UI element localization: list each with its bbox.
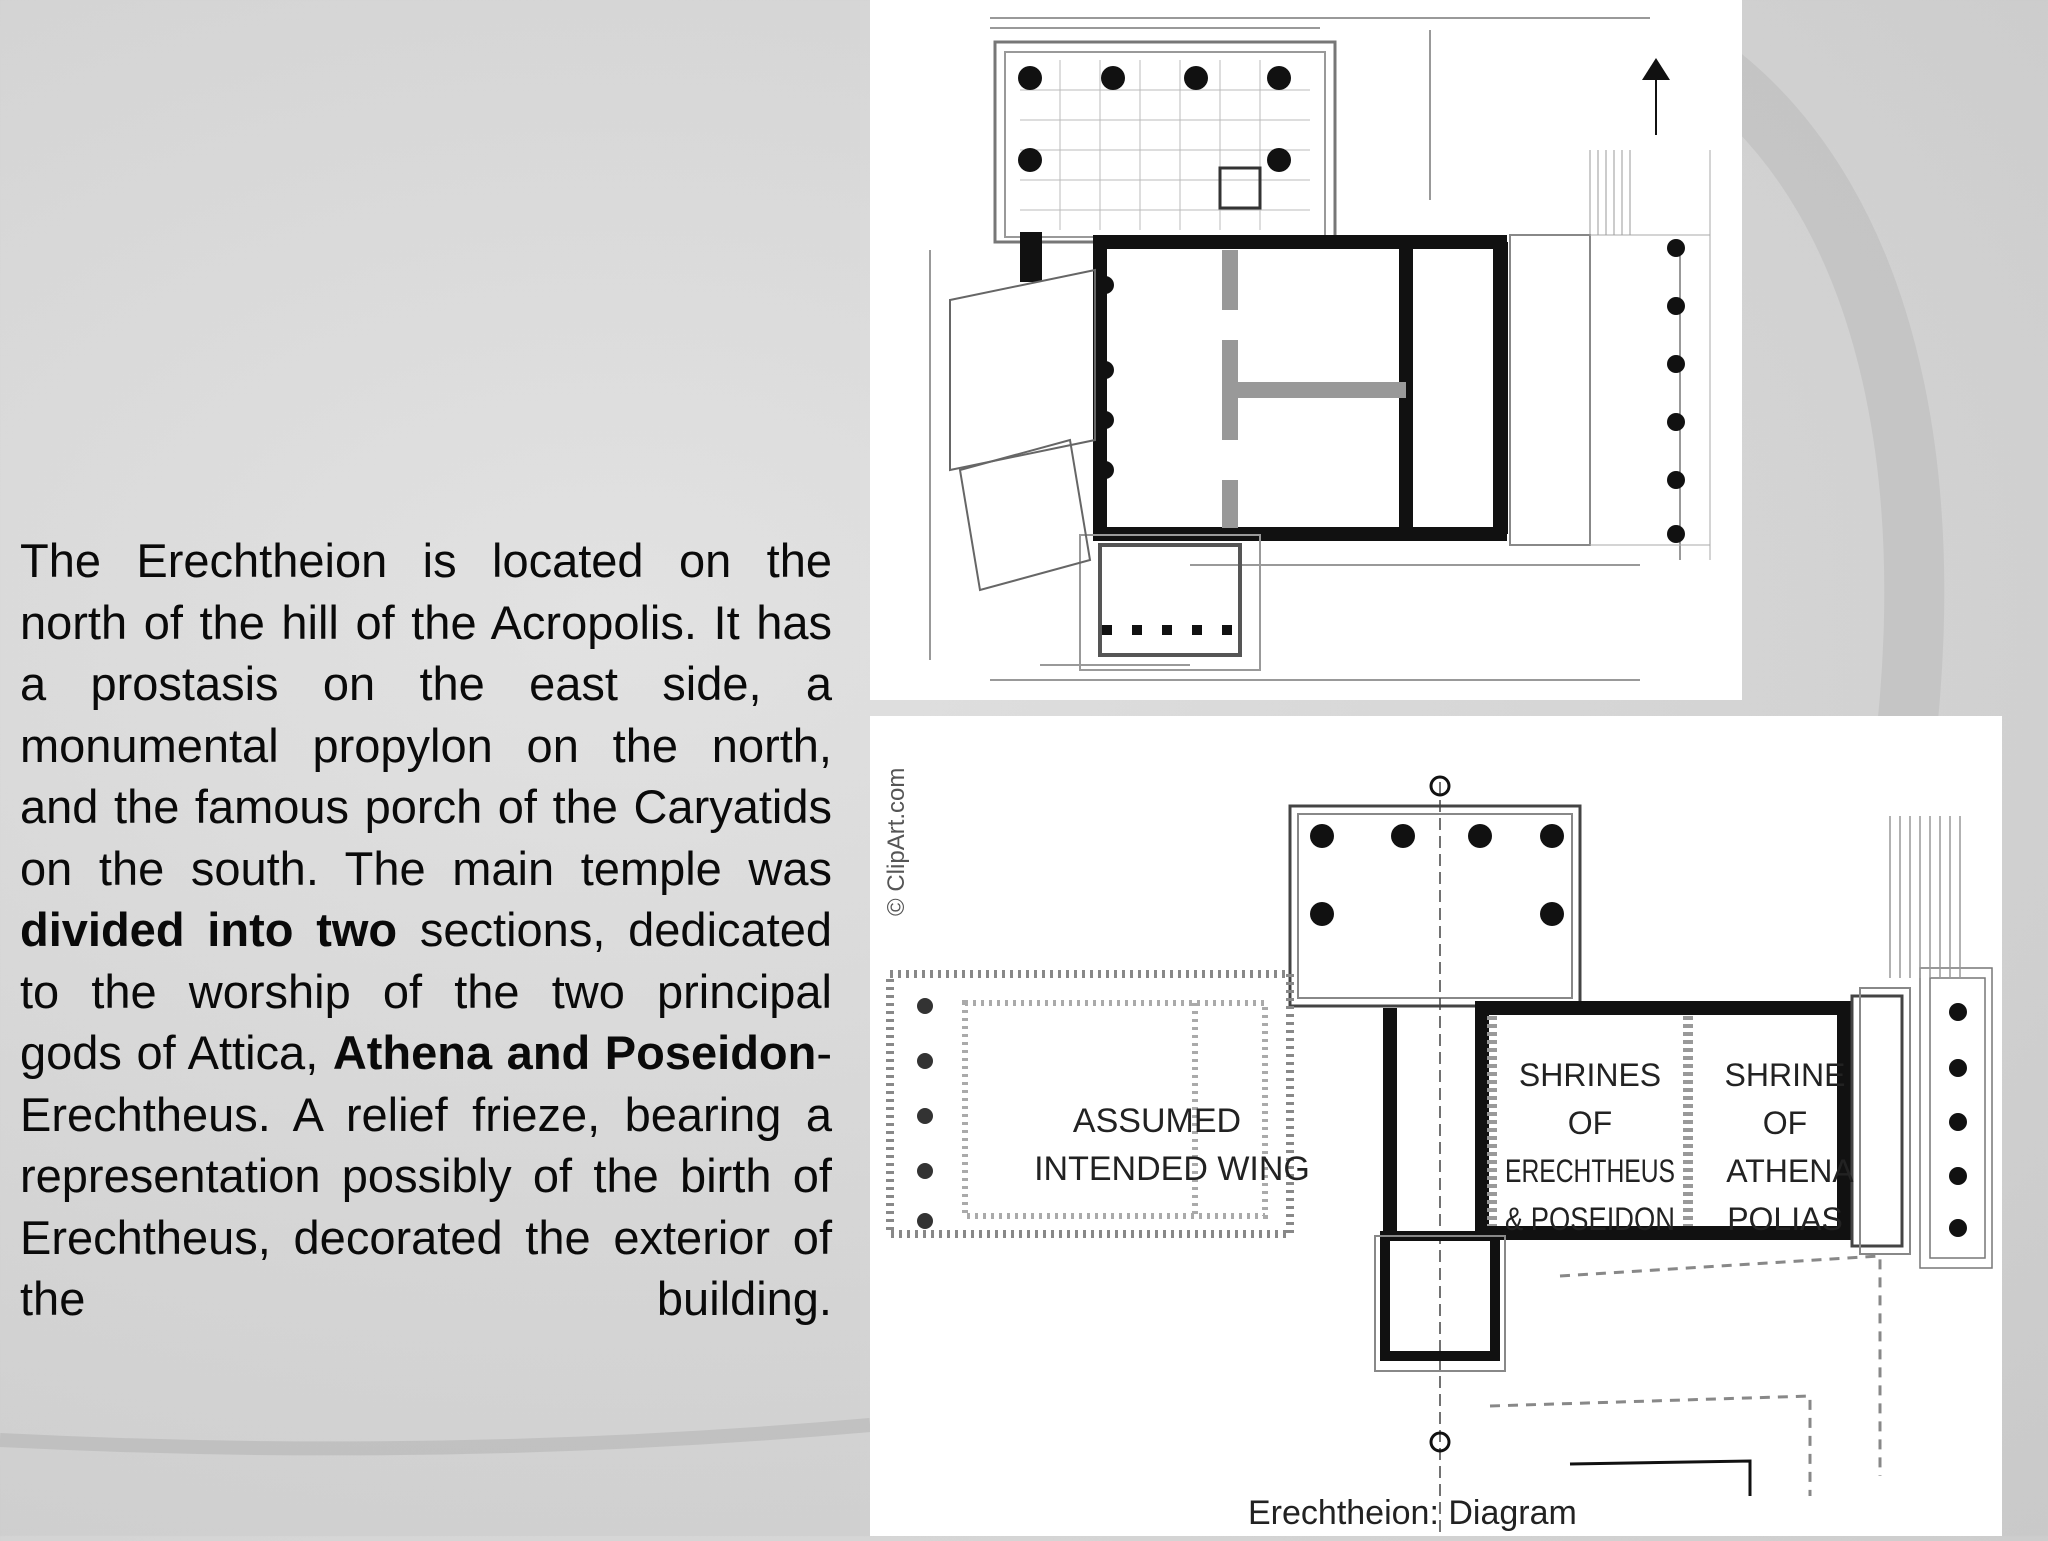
label-athena-3: ATHENA: [1726, 1153, 1854, 1189]
bottom-diagram: [870, 716, 2002, 1536]
body-paragraph: The Erechtheion is located on the north of the hill of the Acropolis. It has a prostasis on the east side, a monumental propylon on the north, and the famous porch of the Caryatids on the south. The main temple was divided into two sections, dedicated to the worship of the two principal gods of Attica, Athena and Poseidon-Erechtheus. A relief frieze, bearing a representation possibly of the birth of Erechtheus, decorated the exterior of the building.: [20, 534, 832, 1325]
label-athena-2: OF: [1762, 1105, 1808, 1141]
top-floor-plan: [870, 0, 1742, 700]
label-wing-1: ASSUMED: [1072, 1102, 1242, 1140]
emphasis-divided: divided into two: [20, 903, 398, 956]
label-athena-1: SHRINE: [1724, 1057, 1846, 1093]
label-shrines-2: OF: [1567, 1105, 1613, 1141]
emphasis-gods: Athena and Poseidon: [332, 1026, 817, 1079]
label-wing-2: INTENDED WING: [1034, 1150, 1310, 1188]
label-shrines-1: SHRINES: [1518, 1057, 1662, 1093]
label-athena-4: POLIAS: [1727, 1201, 1843, 1237]
label-shrines-3: ERECHTHEUS: [1505, 1153, 1675, 1189]
diagram-caption: Erechtheion: Diagram: [1248, 1494, 1577, 1532]
clipart-watermark: © ClipArt.com: [883, 767, 910, 916]
label-shrines-4: & POSEIDON: [1505, 1201, 1675, 1237]
